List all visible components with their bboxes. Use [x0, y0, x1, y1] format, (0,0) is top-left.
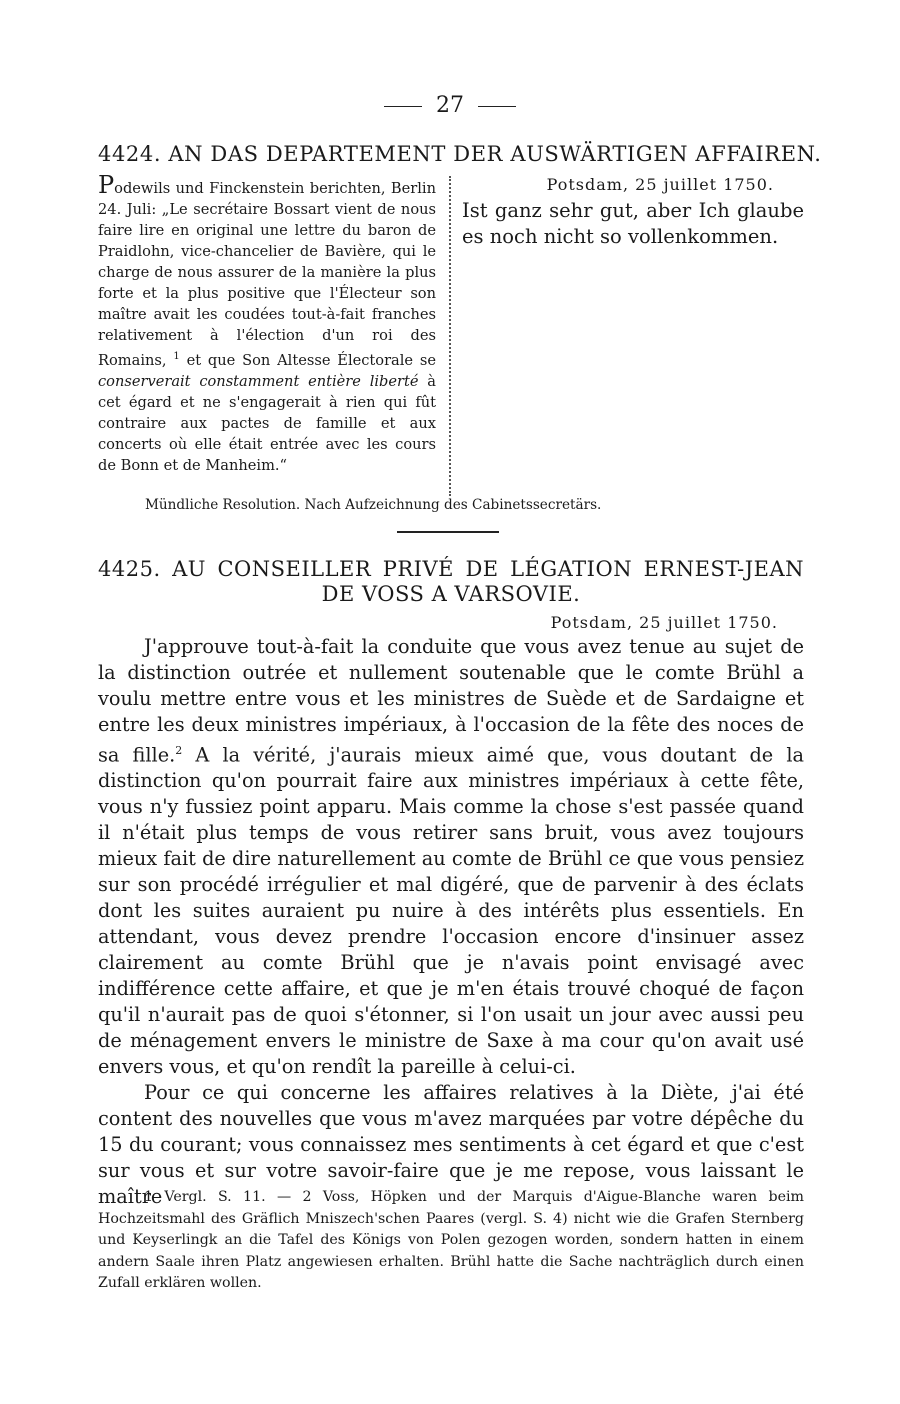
report-italic-phrase: conserverait constamment entière liberté: [98, 372, 419, 390]
letter-paragraph-2: Pour ce qui concerne les affaires relatives à la Diète, j'ai été content des nouvelles que vous m'avez marquées par votre dépêche du 15 du courant; vous connaissez mes sentiments à cet égard et que c'est sur vous et sur votre savoir-faire que je me repose, vous laissant le maître: [98, 1081, 804, 1209]
letter-p1-part1: J'approuve tout-à-fait la conduite que vous avez tenue au sujet de la distinction outrée et nullement soutenable que le comte Brühl a voulu mettre entre vous et les ministres de Suède et de Sardaigne et entre les deux ministres impériaux, à l'occasion de la fête des noces de sa fille.: [98, 635, 804, 767]
doc-4424-heading: 4424. AN DAS DEPARTEMENT DER AUSWÄRTIGEN AFFAIREN.: [98, 142, 822, 166]
doc-4425-letter-body: [98, 634, 804, 1210]
doc-4425-heading-line1: 4425. AU CONSEILLER PRIVÉ DE LÉGATION ERNEST-JEAN: [98, 557, 804, 581]
footnote-ref-2: 2: [175, 744, 183, 757]
doc-4424-source-note: Mündliche Resolution. Nach Aufzeichnung des Cabinetssecretärs.: [145, 497, 602, 513]
doc-4424-date: Potsdam, 25 juillet 1750.: [546, 175, 774, 194]
page-number: [0, 92, 900, 120]
page-number-text: 27: [436, 93, 464, 118]
letter-p1-part2: A la vérité, j'aurais mieux aimé que, vous doutant de la distinction qu'on pourrait faire aux ministres impériaux à cette fête, vous n'y fussiez point apparu. Mais comme la chose s'est passée quand il n'était plus temps de vous retirer sans bruit, vous avez toujours mieux fait de dire naturellement au comte de Brühl ce que vous pensiez sur son procédé irrégulier et mal digéré, que de parvenir à des éclats dont les suites auraient pu nuire à des intérêts plus essentiels. En attendant, vous devez prendre l'occasion encore d'insinuer assez clairement au comte Brühl que je n'avais point envisagé avec indifférence cette affaire, et que je m'en étais trouvé choqué de façon qu'il n'aurait pas de quoi s'étonner, si l'on usait un jour avec aussi peu de ménagement envers le ministre de Saxe à ma cour qu'on avait usé envers vous, et qu'on rendît la pareille à celui-ci.: [98, 743, 804, 1079]
footnote-ref-1: 1: [173, 351, 180, 362]
report-text-part3: à cet égard et ne s'engagerait à rien qui fût contraire aux pactes de famille et aux concerts où elle était entrée avec les cours de Bonn et de Manheim.“: [98, 372, 436, 474]
doc-4425-date: Potsdam, 25 juillet 1750.: [550, 613, 778, 632]
section-separator-rule: [397, 531, 499, 533]
doc-4424-resolution: Ist ganz sehr gut, aber Ich glaube es noch nicht so vollenkommen.: [462, 199, 804, 248]
letter-paragraph-1: [98, 634, 804, 1080]
report-initial: P: [98, 171, 115, 199]
column-divider: [449, 176, 451, 496]
page-number-dash-right: [478, 106, 516, 107]
page-number-dash-left: [384, 106, 422, 107]
report-text-part2: et que Son Altesse Électorale se: [186, 351, 437, 369]
footnotes: [98, 1187, 804, 1295]
footnotes-text: 1 Vergl. S. 11. — 2 Voss, Höpken und der Marquis d'Aigue-Blanche waren beim Hochzeitsmahl des Gräflich Mniszech'schen Paares (vergl. S. 4) nicht wie die Grafen Sternberg und Keyserlingk an die Tafel des Königs von Polen gezogen worden, sondern hatten in einem andern Saale ihren Platz angewiesen erhalten. Brühl hatte die Sache nachträglich durch einen Zufall erklären wollen.: [98, 1189, 804, 1291]
doc-4424-report: [98, 171, 437, 476]
doc-4424-resolution-column: [462, 174, 804, 250]
doc-4425-heading: [98, 557, 804, 607]
doc-4425-heading-line2: DE VOSS A VARSOVIE.: [321, 582, 581, 606]
report-text-part1: odewils und Finckenstein berichten, Berlin 24. Juli: „Le secrétaire Bossart vient de nous faire lire en original une lettre du baron de Praidlohn, vice-chancelier de Bavière, qui le charge de nous assurer de la manière la plus forte et la plus positive que l'Électeur son maître avait les coudées tout-à-fait franches relativement à l'élection d'un roi des Romains,: [98, 180, 436, 369]
